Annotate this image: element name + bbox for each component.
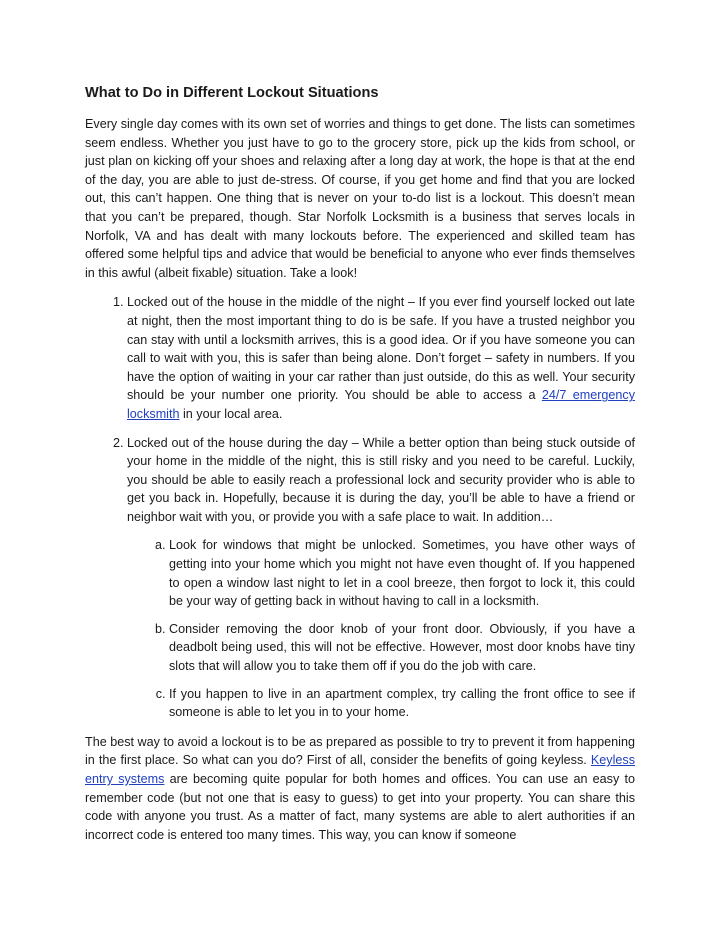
keyless-entry-link[interactable]: Keyless entry systems xyxy=(85,753,635,786)
intro-paragraph: Every single day comes with its own set of worries and things to get done. The lists can sometimes seem endless. Whether you just have to go to the grocery store, pick up the kids from school, or just plan on kicking off your shoes and relaxing after a long day at work, the hope is that at the end of the day, you are able to just de-stress. Of course, if you get home and find that you are locked out, this can’t happen. One thing that is never on your to-do list is a lockout. This doesn’t mean that you can’t be prepared, though. Star Norfolk Locksmith is a business that serves locals in Norfolk, VA and has dealt with many lockouts before. The experienced and skilled team has offered some helpful tips and advice that would be beneficial to anyone who ever finds themselves in this awful (albeit fixable) situation. Take a look! xyxy=(85,117,635,280)
list-item-text: Locked out of the house in the middle of the night – If you ever find yourself locked out late at night, then the most important thing to do is be safe. If you have a trusted neighbor you can stay with until a locksmith arrives, this is a good idea. Or if you have someone you can call to wait with you, this is safer than being alone. Don’t forget – safety in numbers. If you have the option of waiting in your car rather than just outside, do this as well. Your security should be your number one priority. You should be able to access a xyxy=(127,295,635,403)
list-item-text: in your local area. xyxy=(179,406,283,421)
sub-item-windows: a. Look for windows that might be unlocked. Sometimes, you have other ways of getting into your home which you might not have even thought of. If you happened to open a window last night to let in a cool breeze, then forgot to lock it, this could be your way of getting back in without having to call in a locksmith. xyxy=(169,536,635,610)
closing-paragraph xyxy=(85,733,635,845)
lockout-situations-list xyxy=(85,293,635,721)
page-title: What to Do in Different Lockout Situations xyxy=(85,85,379,101)
sub-item-apartment-office: c. If you happen to live in an apartment complex, try calling the front office to see if someone is able to let you in to your home. xyxy=(169,685,635,722)
sub-item-door-knob: b. Consider removing the door knob of your front door. Obviously, if you have a deadbolt being used, this will not be effective. However, most door knobs have tiny slots that will allow you to take them off if you do the job with care. xyxy=(169,620,635,676)
list-item-text: Locked out of the house during the day – While a better option than being stuck outside of your home in the middle of the night, this is still risky and you need to be careful. Luckily, you should be able to easily reach a professional lock and security provider who is able to get you back in. Hopefully, because it is during the day, you’ll be able to have a friend or neighbor wait with you, or provide you with a safe place to wait. In addition… xyxy=(127,435,635,524)
day-lockout-tips-list xyxy=(127,536,635,721)
closing-text: are becoming quite popular for both homes and offices. You can use an easy to remember code (but not one that is easy to guess) to get into your property. You can share this code with anyone you trust. As a matter of fact, many systems are able to alert authorities if an incorrect code is entered too many times. This way, you can know if someone xyxy=(85,772,635,842)
list-item-day-lockout xyxy=(127,434,635,722)
closing-text: The best way to avoid a lockout is to be as prepared as possible to try to prevent it from happening in the first place. So what can you do? First of all, consider the benefits of going keyless. xyxy=(85,734,635,768)
list-item-night-lockout xyxy=(127,293,635,423)
emergency-locksmith-link[interactable]: 24/7 emergency locksmith xyxy=(127,388,635,421)
